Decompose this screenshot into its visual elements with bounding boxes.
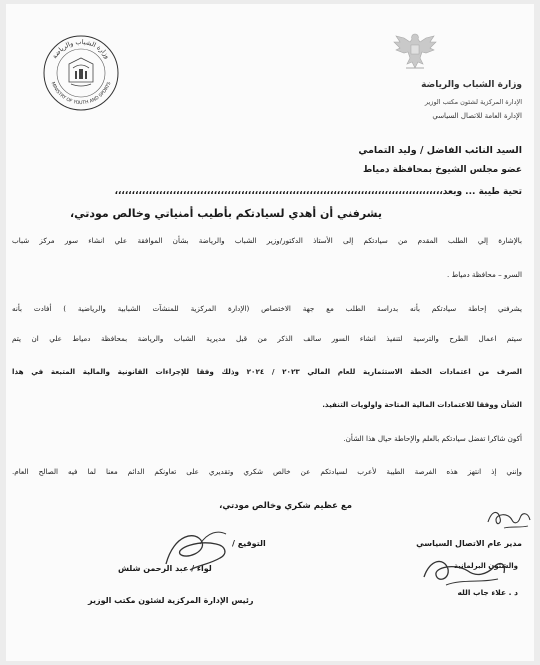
greeting: تحية طيبة ... وبعد،،،،،،،،،،،،،،،،،،،،،،،،،،،،،،،،،،،،،،،،،،،،،،،،،،،،،،،،،،،،،،،،،،،،،،،،،،،،،،،،،،،،،،،،،،،،،،،، xyxy=(114,187,522,197)
department-political-communication: الإدارة العامة للاتصال السياسي xyxy=(432,112,522,120)
honor-line: يشرفني أن أهدي لسيادتكم بأطيب أمنياتي وخالص مودتي، xyxy=(69,207,382,220)
sender-subtitle: والشئون البرلمانية xyxy=(453,562,518,570)
eagle-emblem-icon xyxy=(390,28,440,72)
addressee-title: عضو مجلس الشيوخ بمحافظة دمياط xyxy=(362,165,522,175)
body-line-3: يشرفني إحاطة سيادتكم بأنه بدراسة الطلب مع جهة الاختصاص (الإدارة المركزية للمنشآت الشبابية والرياضية ) أفادت بأنه xyxy=(12,304,522,313)
ministry-seal-logo xyxy=(42,34,120,112)
body-line-2: السرو – محافظة دمياط . xyxy=(447,270,522,279)
signatory-name: لواء / عبد الرحمن شلش xyxy=(118,564,212,573)
body-line-4: سيتم اعمال الطرح والترسية لتنفيذ انشاء السور سالف الذكر من قبل مديرية الشباب والرياضة بمحافظة دمياط علي ان يتم xyxy=(12,334,522,343)
signature-label: التوقيع / xyxy=(232,539,266,548)
closing-line: مع عظيم شكري وخالص مودتي، xyxy=(219,501,352,511)
body-line-5: الصرف من اعتمادات الخطة الاستثمارية للعام المالي ٢٠٢٣ / ٢٠٢٤ وذلك وفقا للإجراءات القانونية والمالية المتبعة في هذا xyxy=(12,367,522,376)
letter-page xyxy=(6,4,534,661)
ministry-name: وزارة الشباب والرياضة xyxy=(421,80,522,90)
handwritten-margin-note xyxy=(484,504,534,532)
seal-arabic-text: وزارة الشباب والرياضة xyxy=(50,37,112,61)
body-line-7: أكون شاكرا تفضل سيادتكم بالعلم والإحاطة حيال هذا الشأن. xyxy=(343,434,522,443)
body-line-8: وإنني إذ انتهز هذه الفرصة الطيبة لأعرب لسيادتكم عن خالص شكري وتقديري على تعاونكم الدائم معنا لما فيه الصالح العام. xyxy=(12,467,522,476)
addressee-name: السيد النائب الفاضل / وليد التمامي xyxy=(358,145,522,156)
sender-name: د . علاء جاب الله xyxy=(457,588,518,597)
department-office: الإدارة المركزية لشئون مكتب الوزير xyxy=(424,98,522,106)
body-line-1: بالإشارة إلي الطلب المقدم من سيادتكم إلى الأستاذ الدكتور/وزير الشباب والرياضة بشأن الموافقة علي انشاء سور مركز شباب xyxy=(12,236,522,245)
handwritten-signature-right xyxy=(416,549,511,594)
signatory-role: رئيس الإدارة المركزية لشئون مكتب الوزير xyxy=(88,596,254,605)
body-line-6: الشأن ووفقا للاعتمادات المالية المتاحة واولويات التنفيذ. xyxy=(322,400,522,409)
seal-english-text: MINISTRY OF YOUTH AND SPORTS xyxy=(49,81,113,107)
sender-title: مدير عام الاتصال السياسي xyxy=(416,539,522,548)
handwritten-signature-left xyxy=(156,524,236,579)
